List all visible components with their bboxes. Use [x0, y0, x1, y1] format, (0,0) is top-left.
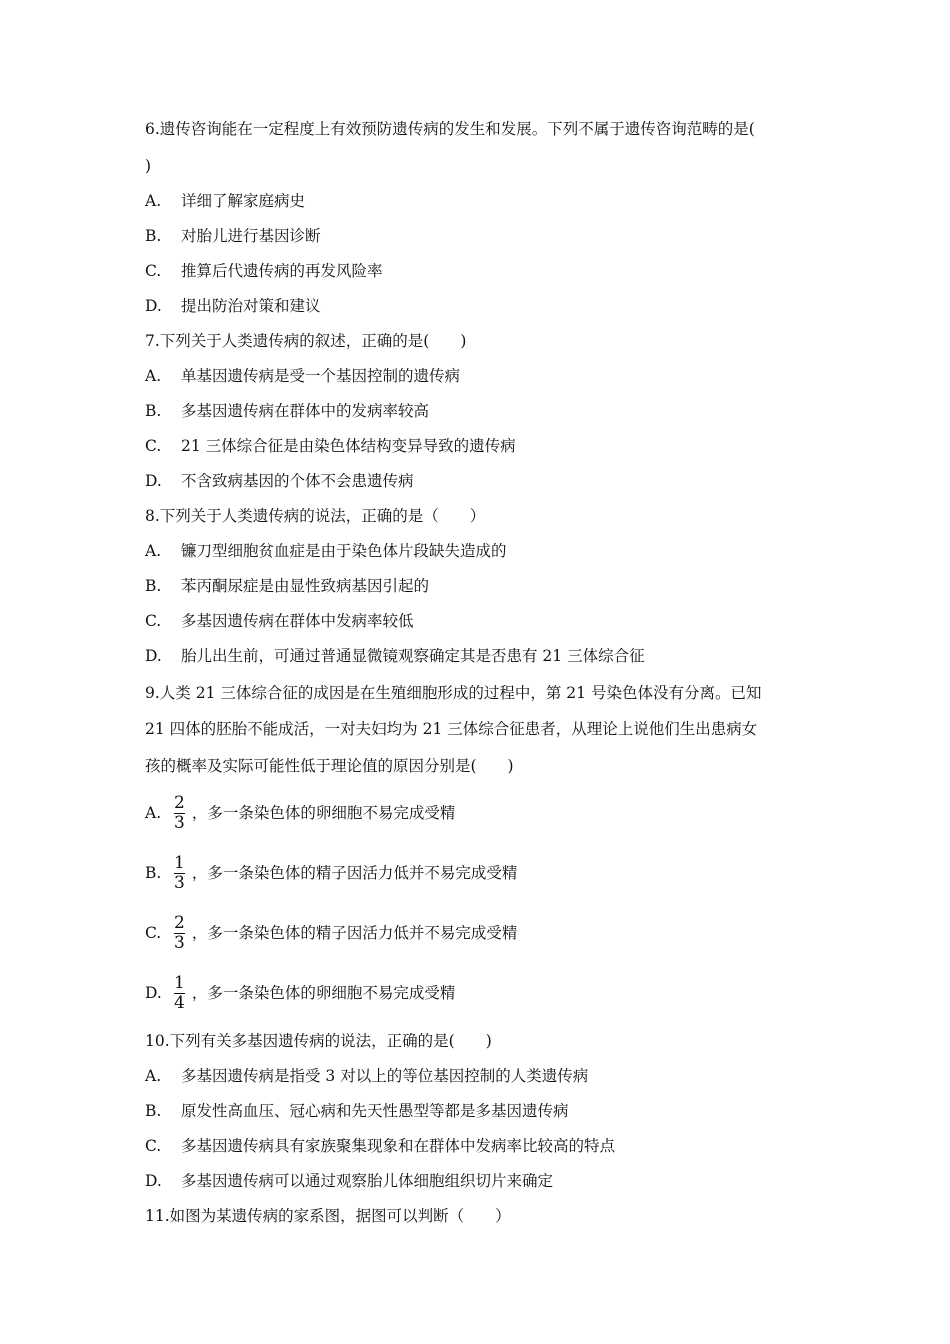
q10-stem: 10.下列有关多基因遗传病的说法，正确的是( ) — [145, 1032, 492, 1050]
q6-option-b — [145, 225, 810, 247]
option-text: 对胎儿进行基因诊断 — [181, 227, 321, 245]
option-text: 多基因遗传病在群体中的发病率较高 — [181, 402, 430, 420]
q6-option-a — [145, 190, 810, 212]
option-label: D. — [145, 984, 162, 1002]
option-label: C. — [145, 262, 162, 280]
q9-stem-line-3: 孩的概率及实际可能性低于理论值的原因分别是( ) — [145, 757, 514, 775]
q7-option-c — [145, 435, 810, 457]
option-text: 推算后代遗传病的再发风险率 — [181, 262, 383, 280]
q7-option-d — [145, 470, 810, 492]
q8-option-d — [145, 645, 810, 667]
q7-option-a — [145, 365, 810, 387]
option-label: B. — [145, 227, 162, 245]
q6-stem-line-1: 6.遗传咨询能在一定程度上有效预防遗传病的发生和发展。下列不属于遗传咨询范畴的是( — [145, 120, 755, 138]
option-text: 多基因遗传病具有家族聚集现象和在群体中发病率比较高的特点 — [181, 1137, 616, 1155]
option-label: B. — [145, 864, 162, 882]
q11-stem: 11.如图为某遗传病的家系图，据图可以判断（ ） — [145, 1207, 511, 1225]
q7-option-b — [145, 400, 810, 422]
option-label: B. — [145, 1102, 162, 1120]
q9-option-d — [145, 973, 810, 1013]
q9-stem-line-2: 21 四体的胚胎不能成活，一对夫妇均为 21 三体综合征患者，从理论上说他们生出患病女 — [145, 720, 758, 738]
option-text: ，多一条染色体的卵细胞不易完成受精 — [191, 984, 456, 1002]
option-text: 苯丙酮尿症是由显性致病基因引起的 — [181, 577, 430, 595]
option-label: A. — [145, 542, 162, 560]
option-label: D. — [145, 472, 162, 490]
fraction — [173, 794, 186, 833]
option-label: B. — [145, 577, 162, 595]
fraction — [173, 854, 186, 893]
option-text: 详细了解家庭病史 — [181, 192, 306, 210]
q10-option-b — [145, 1100, 810, 1122]
fraction — [173, 974, 186, 1013]
q9-option-b — [145, 853, 810, 893]
q6-option-c — [145, 260, 810, 282]
option-label: D. — [145, 647, 162, 665]
q8-option-c — [145, 610, 810, 632]
q6-stem-line-2: ) — [145, 157, 152, 175]
option-label: A. — [145, 804, 162, 822]
option-label: C. — [145, 437, 162, 455]
q10-option-a — [145, 1065, 810, 1087]
option-label: C. — [145, 924, 162, 942]
option-label: A. — [145, 192, 162, 210]
option-label: C. — [145, 612, 162, 630]
option-text: ，多一条染色体的卵细胞不易完成受精 — [191, 804, 456, 822]
q8-stem: 8.下列关于人类遗传病的说法，正确的是（ ） — [145, 507, 486, 525]
option-label: B. — [145, 402, 162, 420]
option-label: C. — [145, 1137, 162, 1155]
fraction-denominator: 3 — [174, 872, 185, 893]
fraction-numerator: 1 — [174, 852, 185, 873]
option-text: 原发性高血压、冠心病和先天性愚型等都是多基因遗传病 — [181, 1102, 569, 1120]
q8-option-b — [145, 575, 810, 597]
option-text: 单基因遗传病是受一个基因控制的遗传病 — [181, 367, 461, 385]
q6-option-d — [145, 295, 810, 317]
q10-option-c — [145, 1135, 810, 1157]
fraction-denominator: 3 — [174, 812, 185, 833]
option-text: 21 三体综合征是由染色体结构变异导致的遗传病 — [181, 437, 516, 455]
option-label: A. — [145, 1067, 162, 1085]
q9-stem-line-1: 9.人类 21 三体综合征的成因是在生殖细胞形成的过程中，第 21 号染色体没有分离。已知 — [145, 684, 762, 702]
option-text: 胎儿出生前，可通过普通显微镜观察确定其是否患有 21 三体综合征 — [181, 647, 645, 665]
option-text: 多基因遗传病可以通过观察胎儿体细胞组织切片来确定 — [181, 1172, 554, 1190]
q7-stem: 7.下列关于人类遗传病的叙述，正确的是( ) — [145, 332, 467, 350]
option-text: 多基因遗传病在群体中发病率较低 — [181, 612, 414, 630]
option-text: 镰刀型细胞贫血症是由于染色体片段缺失造成的 — [181, 542, 507, 560]
q8-option-a — [145, 540, 810, 562]
fraction-numerator: 2 — [174, 912, 185, 933]
option-label: A. — [145, 367, 162, 385]
fraction-denominator: 4 — [174, 992, 185, 1013]
option-text: ，多一条染色体的精子因活力低并不易完成受精 — [191, 864, 518, 882]
option-text: 多基因遗传病是指受 3 对以上的等位基因控制的人类遗传病 — [181, 1067, 589, 1085]
q9-option-a — [145, 793, 810, 833]
fraction-denominator: 3 — [174, 932, 185, 953]
fraction — [173, 914, 186, 953]
option-label: D. — [145, 1172, 162, 1190]
option-text: 提出防治对策和建议 — [181, 297, 321, 315]
q10-option-d — [145, 1170, 810, 1192]
option-text: 不含致病基因的个体不会患遗传病 — [181, 472, 414, 490]
q9-option-c — [145, 913, 810, 953]
fraction-numerator: 2 — [174, 792, 185, 813]
option-label: D. — [145, 297, 162, 315]
option-text: ，多一条染色体的精子因活力低并不易完成受精 — [191, 924, 518, 942]
fraction-numerator: 1 — [174, 972, 185, 993]
